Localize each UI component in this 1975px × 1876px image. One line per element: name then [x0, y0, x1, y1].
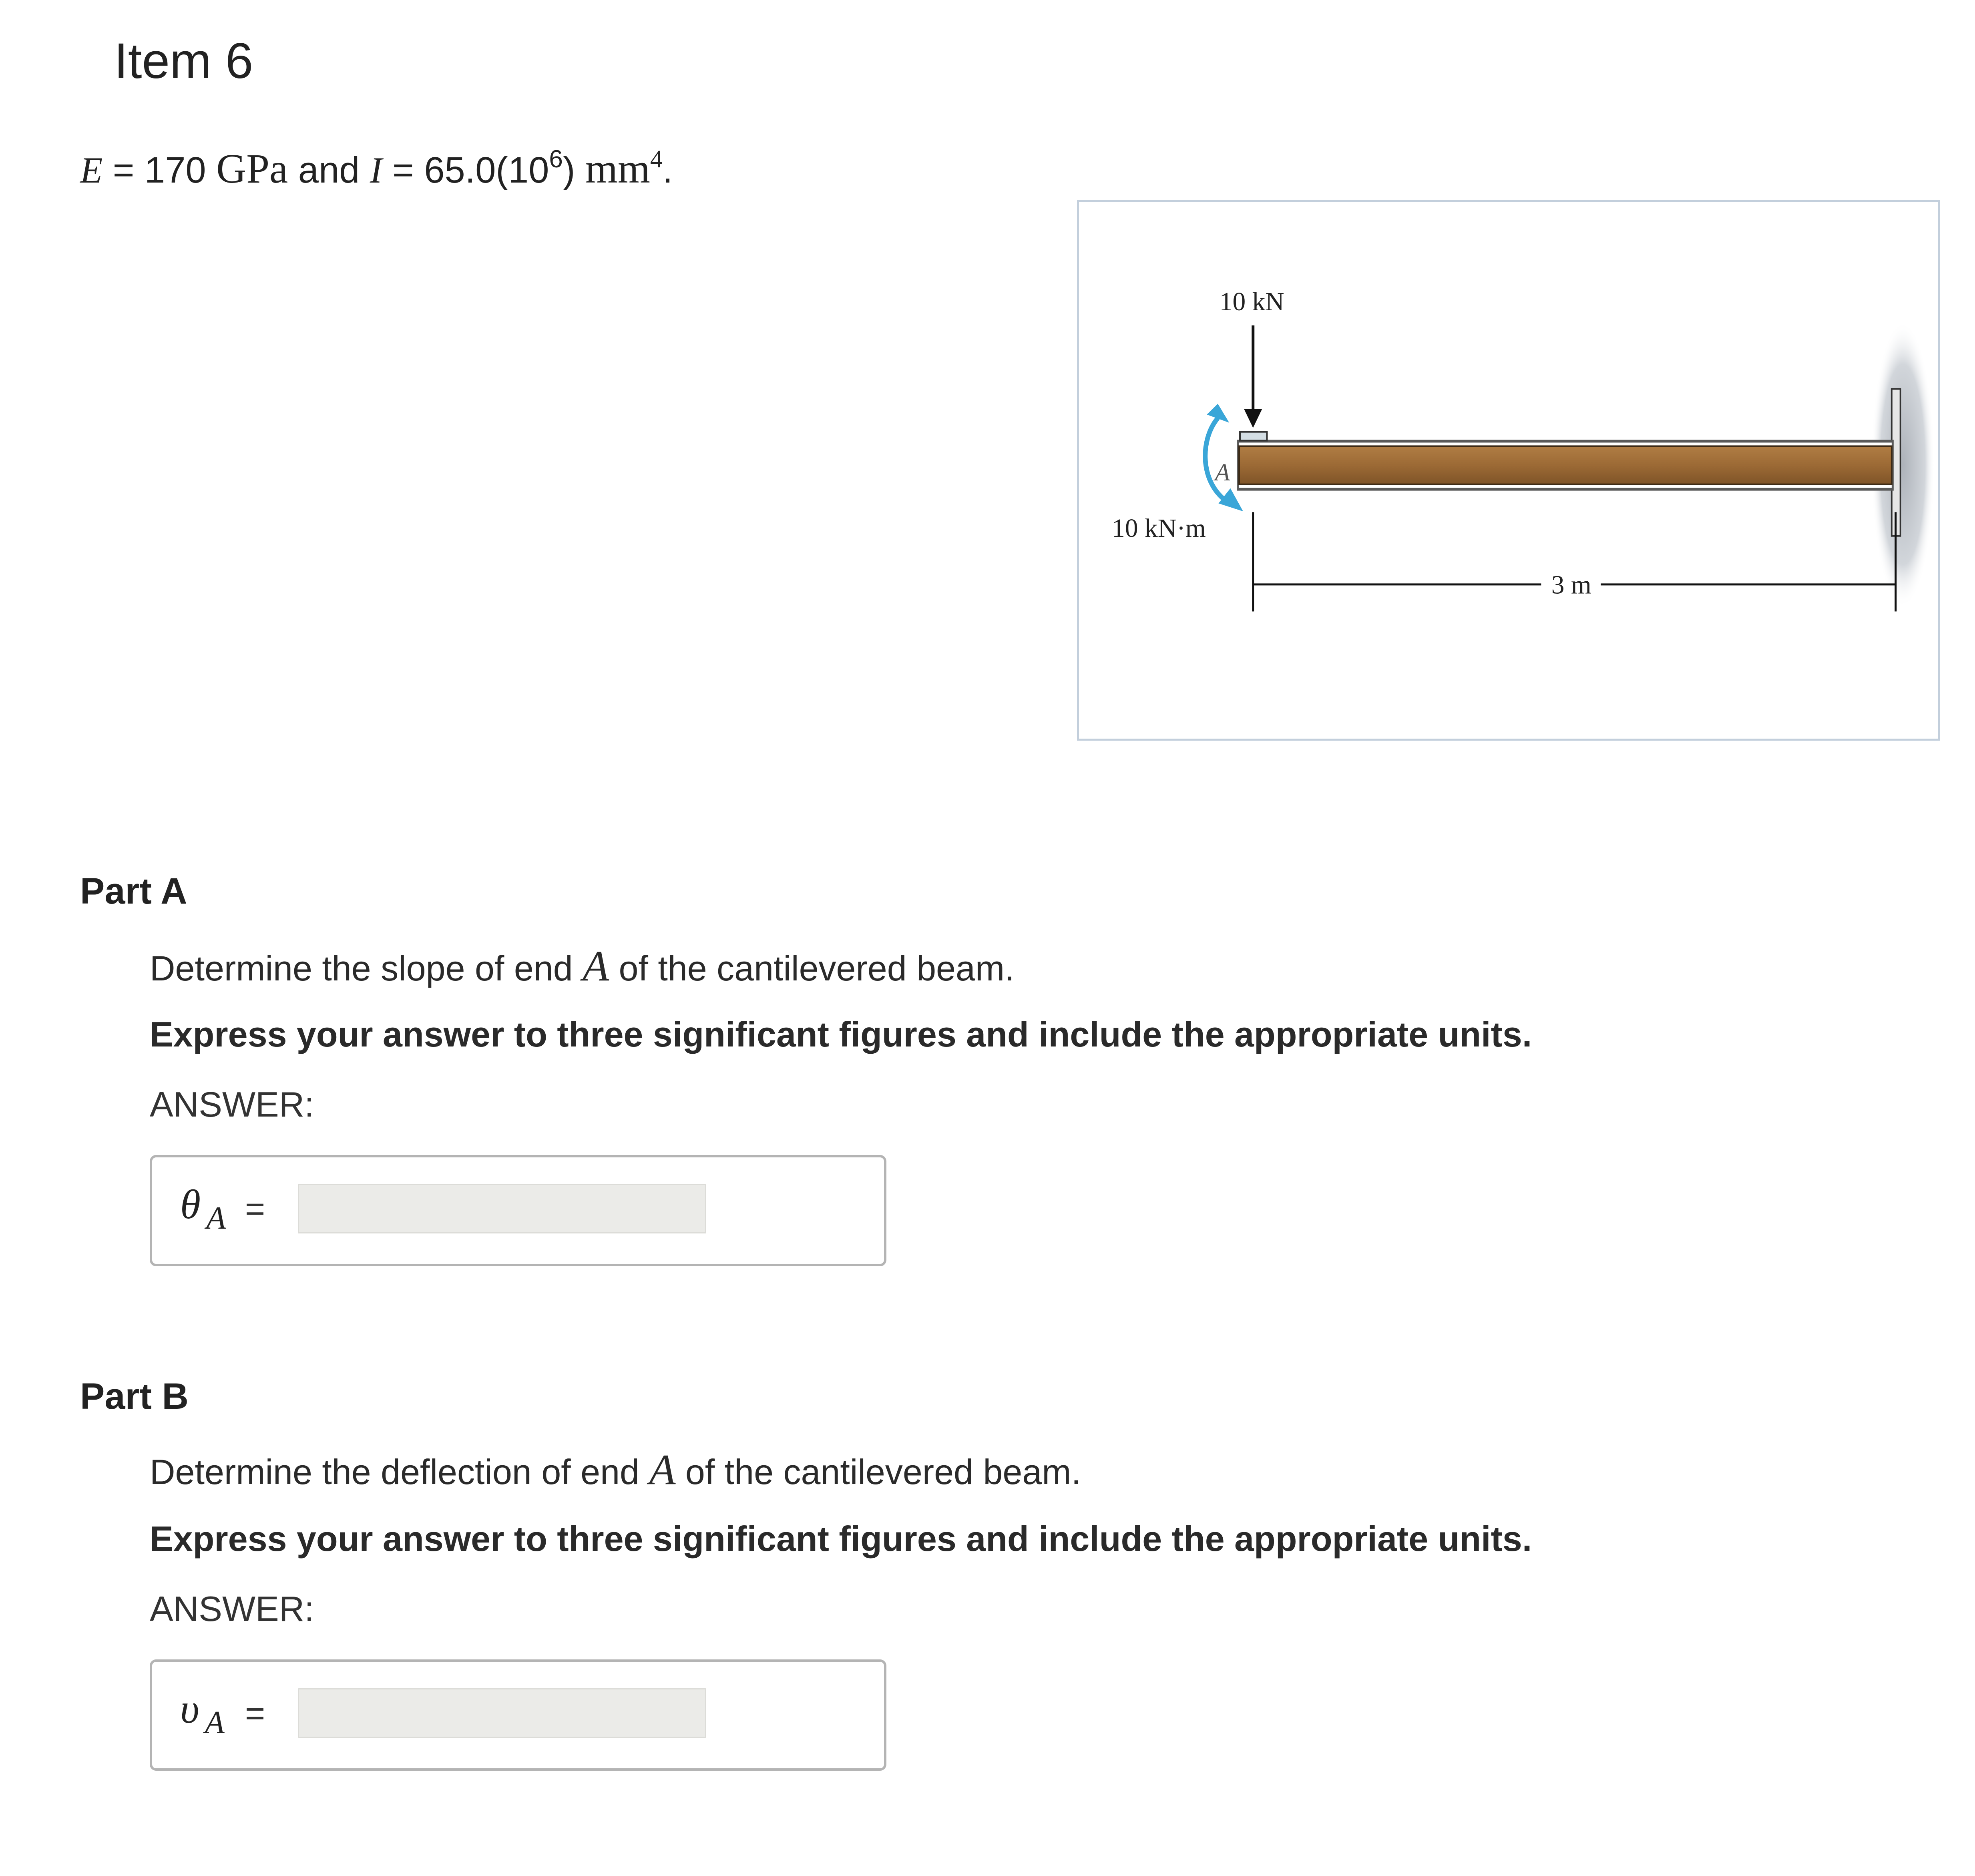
v-a-symbol	[180, 1686, 225, 1740]
length-label: 3 m	[1551, 570, 1591, 600]
beam-figure	[1077, 200, 1940, 741]
part-b-prompt-var: A	[649, 1446, 676, 1494]
i-equals: = 65.0(10	[382, 150, 549, 191]
and-text: and	[288, 150, 370, 191]
given-values	[80, 145, 673, 192]
part-a-prompt	[150, 942, 1015, 990]
i-symbol: I	[370, 150, 382, 191]
force-label: 10 kN	[1219, 287, 1284, 316]
i-exponent: 6	[549, 145, 563, 173]
part-b-prompt-before: Determine the deflection of end	[150, 1452, 649, 1492]
part-b-answer-box	[150, 1659, 886, 1771]
theta-symbol: θ	[180, 1181, 201, 1227]
part-b-answer-input[interactable]	[298, 1688, 706, 1738]
i-close: )	[563, 150, 586, 191]
part-b-heading: Part B	[80, 1376, 189, 1417]
load-plate	[1240, 432, 1267, 441]
part-a-prompt-before: Determine the slope of end	[150, 948, 583, 988]
i-unit: mm	[585, 146, 650, 192]
part-a-instruction: Express your answer to three significant figures and include the appropriate units.	[150, 1014, 1532, 1054]
part-b-prompt	[150, 1448, 1081, 1492]
moment-arrow-icon	[1218, 488, 1243, 512]
point-a-label: A	[1215, 458, 1230, 486]
v-subscript: A	[205, 1705, 225, 1740]
e-equals: = 170	[102, 150, 217, 191]
item-title: Item 6	[114, 33, 253, 89]
i-unit-exponent: 4	[650, 146, 663, 173]
part-a-answer-label: ANSWER:	[150, 1085, 314, 1124]
moment-arc-tail	[1205, 402, 1229, 426]
part-a-answer-box	[150, 1155, 886, 1266]
moment-label: 10 kN·m	[1112, 514, 1206, 543]
v-symbol: υ	[180, 1686, 199, 1732]
beam-diagram	[1079, 202, 1938, 739]
part-a-equals: =	[245, 1190, 265, 1228]
part-b-answer-label: ANSWER:	[150, 1589, 314, 1629]
part-a-prompt-after: of the cantilevered beam.	[609, 948, 1015, 988]
part-b-prompt-after: of the cantilevered beam.	[675, 1452, 1081, 1492]
e-unit: GPa	[216, 146, 288, 192]
part-b-equals: =	[245, 1694, 265, 1733]
e-symbol: E	[80, 150, 103, 191]
part-b-instruction: Express your answer to three significant figures and include the appropriate units.	[150, 1519, 1532, 1559]
beam-web	[1239, 446, 1892, 484]
theta-a-symbol	[180, 1181, 226, 1236]
part-a-prompt-var: A	[583, 942, 609, 990]
theta-subscript: A	[206, 1201, 226, 1236]
part-a-heading: Part A	[80, 871, 187, 912]
part-a-answer-input[interactable]	[298, 1184, 706, 1233]
force-arrow-icon	[1244, 409, 1262, 428]
given-end: .	[662, 150, 673, 191]
